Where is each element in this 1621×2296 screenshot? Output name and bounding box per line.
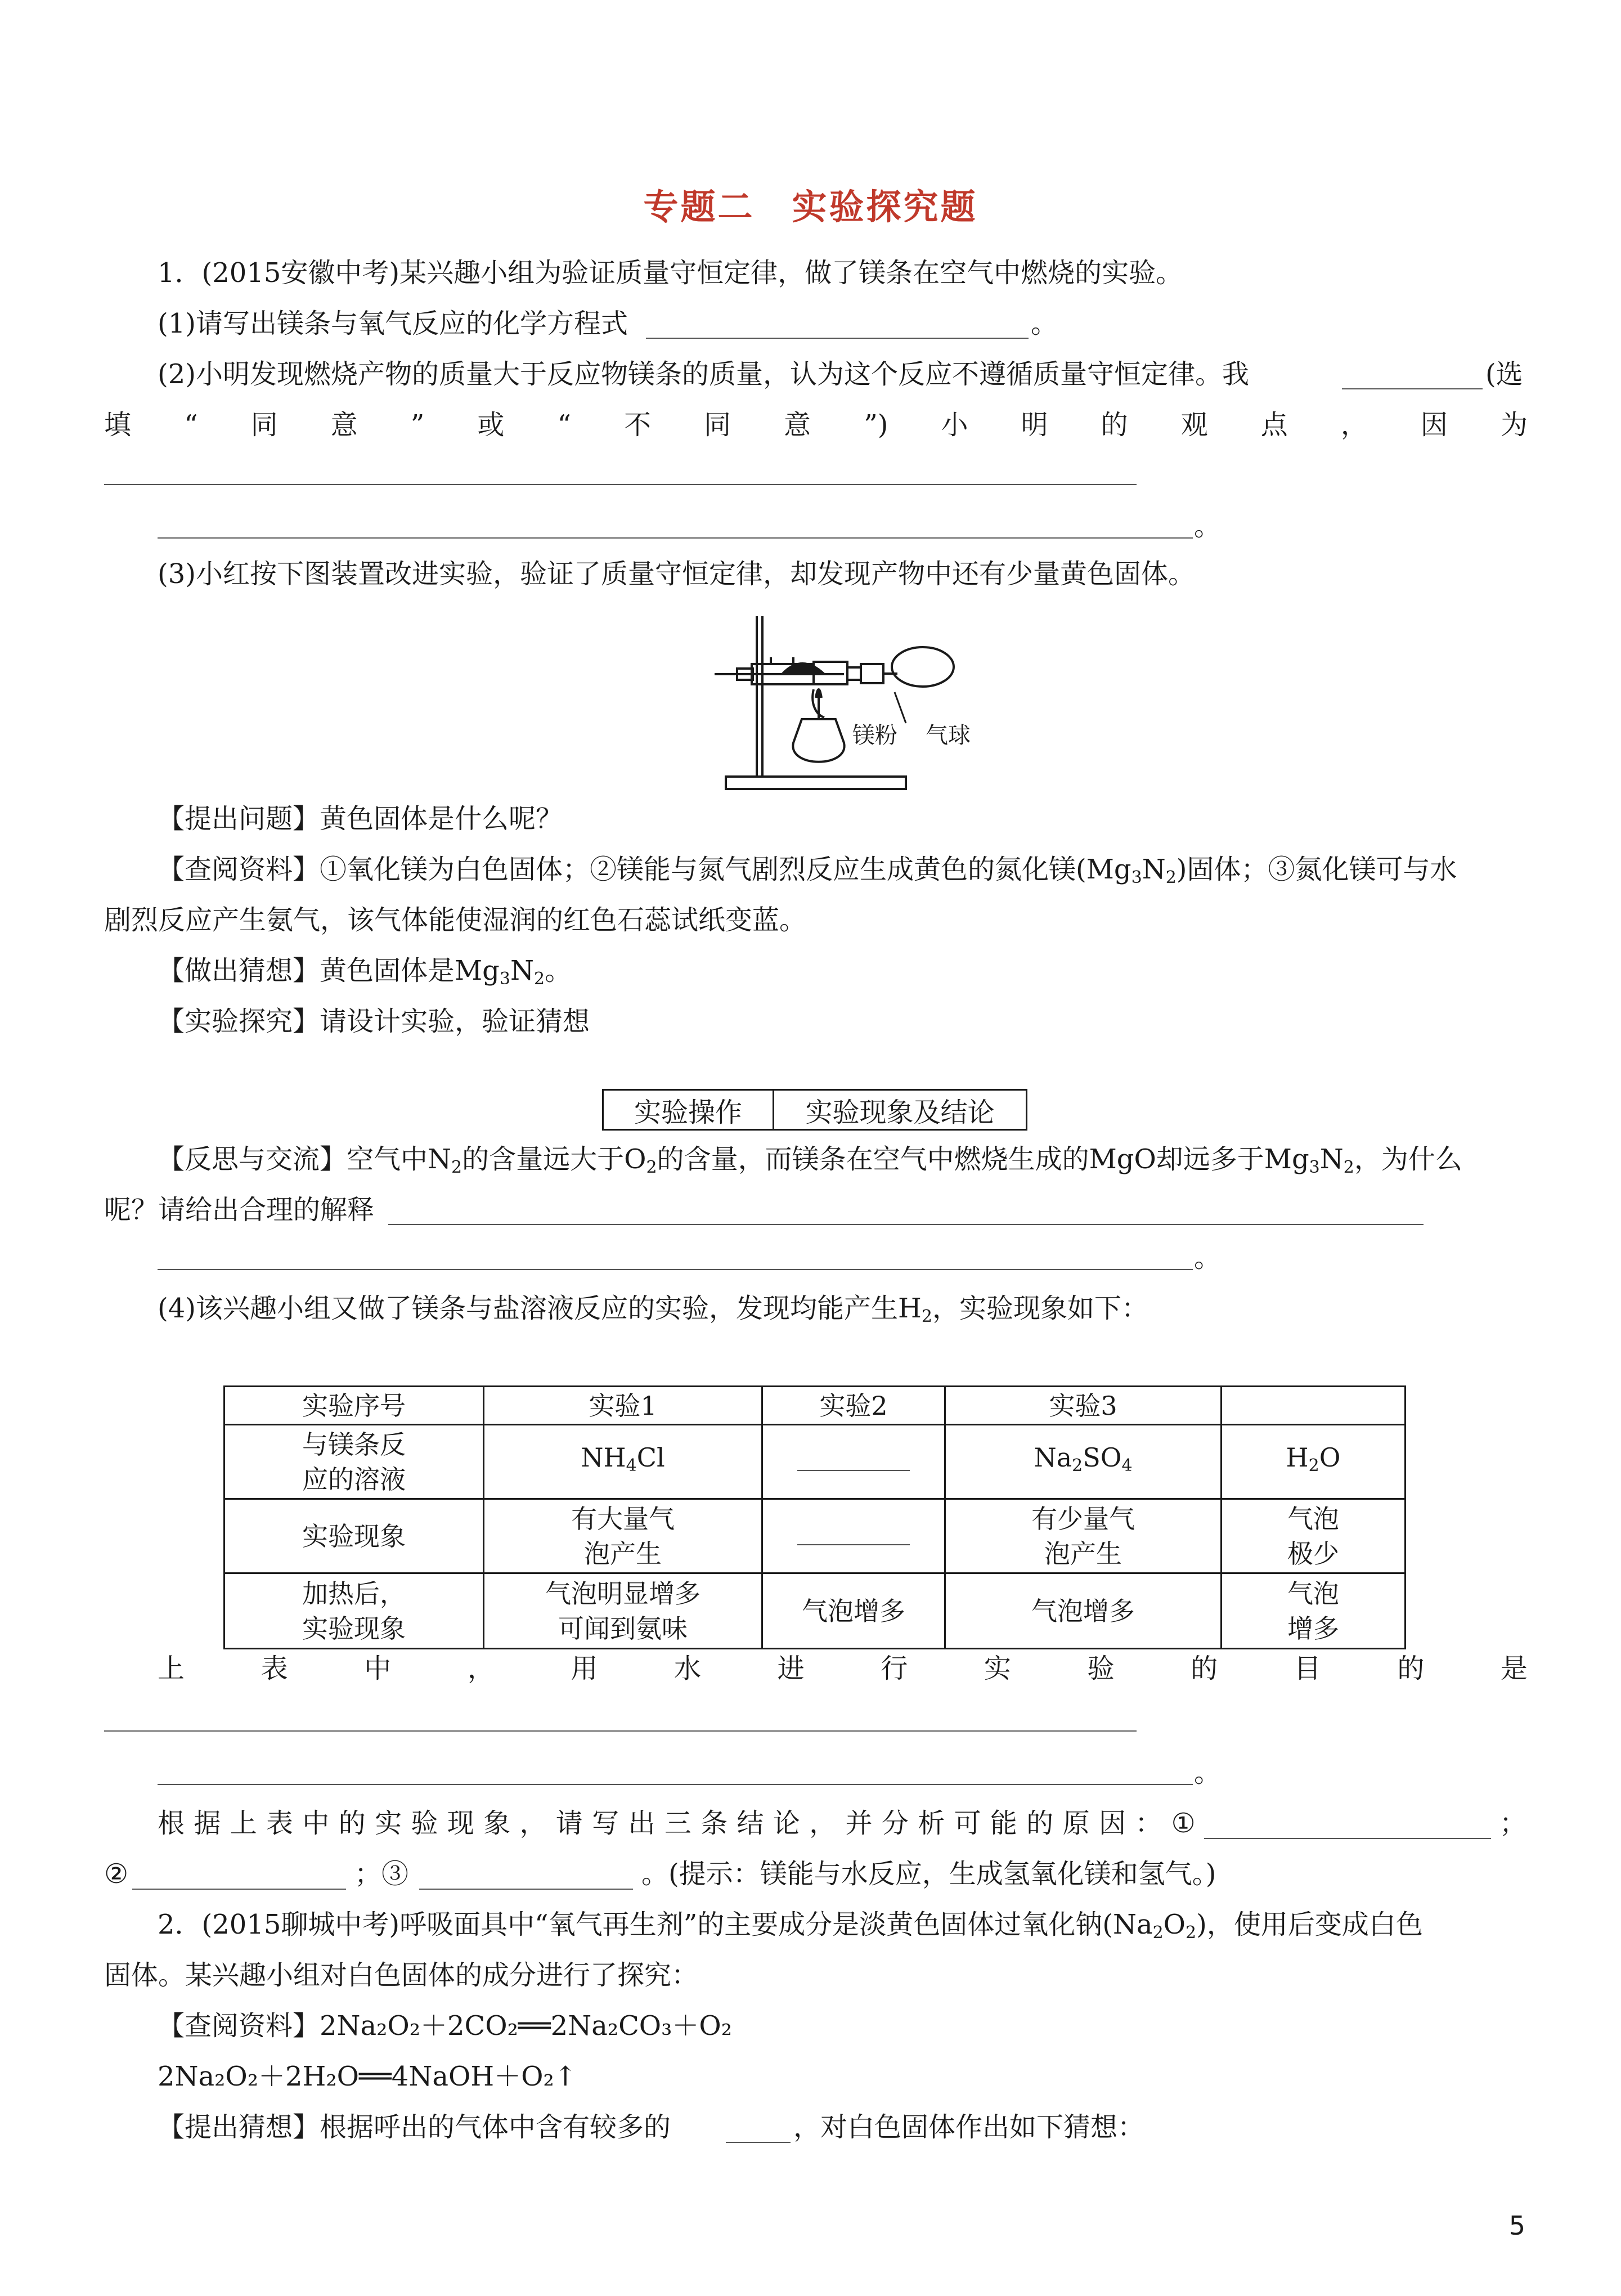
q1-ref: 【查阅资料】①氧化镁为白色固体；②镁能与氮气剧烈反应生成黄色的氮化镁$(Mg_3N_2)$固体；③氮化镁可与水 [158, 854, 1457, 887]
glyph: 上 [230, 1808, 257, 1839]
glyph: 或 [477, 409, 505, 441]
table-cell: 实验3 [945, 1387, 1222, 1425]
apparatus-figure [703, 608, 996, 793]
glyph: 的 [1026, 1808, 1054, 1839]
glyph: 不 [624, 409, 652, 441]
glyph: 用 [571, 1653, 598, 1684]
glyph: 出 [628, 1808, 655, 1839]
table-cell: 气泡明显增多 可闻到氨味 [484, 1573, 762, 1649]
q1-conclusion-line1 [158, 1806, 1196, 1840]
table-cell: $NH_4Cl$ [484, 1425, 762, 1499]
answer-blank[interactable] [797, 1459, 910, 1471]
answer-blank[interactable] [104, 484, 1137, 485]
glyph: 的 [338, 1808, 366, 1839]
period: 。 [1194, 510, 1222, 542]
glyph: ： [1135, 1808, 1162, 1839]
glyph: 请 [555, 1808, 583, 1839]
glyph: 现 [447, 1808, 474, 1839]
table-row [224, 1499, 1406, 1573]
glyph: 上 [158, 1653, 185, 1684]
figure-label-balloon: 气球 [926, 723, 971, 748]
glyph: 为 [1500, 409, 1528, 441]
glyph: 原 [1062, 1808, 1090, 1839]
header-phenomenon: 实验现象及结论 [805, 1096, 995, 1128]
table-cell: 实验序号 [224, 1387, 484, 1425]
answer-blank[interactable] [132, 1889, 346, 1890]
table-cell: 加热后， 实验现象 [224, 1573, 484, 1649]
figure-label-mg: 镁粉 [852, 723, 897, 748]
glyph: ， [1340, 409, 1368, 441]
q2-guess-end: ，对白色固体作出如下猜想： [793, 2111, 1145, 2143]
glyph: 根 [158, 1808, 185, 1839]
glyph: ”) [864, 409, 888, 441]
table-cell: $Na_2SO_4$ [945, 1425, 1222, 1499]
glyph: 观 [1180, 409, 1208, 441]
circle-2: ② [104, 1858, 129, 1890]
table-cell: 有少量气 泡产生 [945, 1499, 1222, 1573]
glyph: 小 [941, 409, 968, 441]
table-cell: 气泡增多 [762, 1573, 945, 1649]
table-cell: 与镁条反 应的溶液 [224, 1425, 484, 1499]
glyph: 意 [784, 409, 811, 441]
equation-1: 2Na₂O₂＋2CO₂══2Na₂CO₃＋O₂ [320, 2010, 732, 2042]
glyph: 结 [737, 1808, 764, 1839]
glyph: 能 [990, 1808, 1017, 1839]
glyph: 表 [261, 1653, 288, 1684]
answer-blank[interactable] [388, 1224, 1424, 1225]
glyph: ， [809, 1808, 837, 1839]
circle-3: ；③ [354, 1858, 409, 1890]
glyph: ” [410, 409, 425, 441]
q1-water-line [158, 1652, 1528, 1685]
q2-guess: 【提出猜想】根据呼出的气体中含有较多的 [158, 2111, 671, 2143]
glyph: 同 [250, 409, 278, 441]
answer-blank[interactable] [726, 2142, 791, 2143]
answer-blank[interactable] [158, 1269, 1193, 1270]
glyph: 象 [483, 1808, 511, 1839]
q1-p1: (1)请写出镁条与氧气反应的化学方程式 [158, 308, 628, 339]
table-cell [762, 1425, 945, 1499]
glyph: 析 [918, 1808, 945, 1839]
q1-hint: 。(提示：镁能与水反应，生成氢氧化镁和氢气。) [641, 1858, 1216, 1890]
table-row [224, 1573, 1406, 1649]
q1-p2-line2 [104, 408, 1528, 442]
period: 。 [1194, 1757, 1222, 1788]
table-cell: $H_2O$ [1222, 1425, 1406, 1499]
glyph: 并 [845, 1808, 873, 1839]
answer-blank[interactable] [646, 338, 1029, 339]
glyph: 进 [777, 1653, 805, 1684]
page-number: 5 [1508, 2210, 1525, 2241]
glyph: 同 [704, 409, 731, 441]
table-cell [1222, 1387, 1406, 1425]
glyph: 实 [375, 1808, 402, 1839]
glyph: 中 [302, 1808, 330, 1839]
glyph: 写 [592, 1808, 619, 1839]
equation-2: 2Na₂O₂＋2H₂O══4NaOH＋O₂↑ [158, 2061, 577, 2092]
q2-ref: 【查阅资料】2Na₂O₂＋2CO₂══2Na₂CO₃＋O₂ [158, 2010, 732, 2042]
glyph: 三 [664, 1808, 691, 1839]
answer-blank[interactable] [158, 537, 1193, 539]
q1-p2: (2)小明发现燃烧产物的质量大于反应物镁条的质量，认为这个反应不遵循质量守恒定律。我 [158, 358, 1249, 390]
glyph: 的 [1397, 1653, 1425, 1684]
header-operation: 实验操作 [604, 1091, 774, 1129]
experiment-table [223, 1385, 1406, 1649]
answer-blank[interactable] [1342, 388, 1483, 389]
glyph: 实 [984, 1653, 1011, 1684]
table-cell: 实验2 [762, 1387, 945, 1425]
glyph: 据 [194, 1808, 221, 1839]
q1-explore: 【实验探究】请设计实验，验证猜想 [158, 1006, 590, 1037]
answer-blank[interactable] [797, 1528, 910, 1545]
table-cell: 气泡增多 [945, 1573, 1222, 1649]
q1-p2-end: (选 [1485, 358, 1523, 390]
table-cell [762, 1499, 945, 1573]
table-cell: 有大量气 泡产生 [484, 1499, 762, 1573]
table-cell: 气泡 增多 [1222, 1573, 1406, 1649]
glyph: “ [557, 409, 571, 441]
table-row [224, 1387, 1406, 1425]
q1-p4: (4)该兴趣小组又做了镁条与盐溶液反应的实验，发现均能产生$H_2$，实验现象如下： [158, 1293, 1148, 1326]
q2-intro-line2: 固体。某兴趣小组对白色固体的成分进行了探究： [104, 1959, 699, 1991]
table-row [224, 1425, 1406, 1499]
q1-ref-line2: 剧烈反应产生氨气，该气体能使湿润的红色石蕊试纸变蓝。 [104, 904, 807, 936]
glyph: 的 [1191, 1653, 1218, 1684]
glyph: “ [184, 409, 198, 441]
period: 。 [1194, 1242, 1222, 1273]
answer-blank[interactable] [104, 1730, 1137, 1732]
glyph: 中 [364, 1653, 392, 1684]
answer-blank[interactable] [419, 1889, 633, 1890]
operation-header-table [602, 1089, 1027, 1131]
glyph: 验 [1087, 1653, 1115, 1684]
glyph: 的 [1101, 409, 1128, 441]
glyph: 目 [1294, 1653, 1321, 1684]
glyph: 因 [1420, 409, 1448, 441]
glyph: 填 [104, 409, 132, 441]
glyph: 论 [773, 1808, 800, 1839]
glyph: 是 [1500, 1653, 1528, 1684]
table-cell: 气泡 极少 [1222, 1499, 1406, 1573]
glyph: ① [1171, 1808, 1196, 1839]
glyph: ， [467, 1653, 495, 1684]
q1-p3: (3)小红按下图装置改进实验，验证了质量守恒定律，却发现产物中还有少量黄色固体。 [158, 558, 1195, 590]
glyph: 可 [954, 1808, 981, 1839]
q1-intro: 1．(2015安徽中考)某兴趣小组为验证质量守恒定律，做了镁条在空气中燃烧的实验。 [158, 257, 1183, 289]
answer-blank[interactable] [158, 1784, 1193, 1785]
glyph: 验 [411, 1808, 438, 1839]
q2-intro: 2．(2015聊城中考)呼吸面具中“氧气再生剂”的主要成分是淡黄色固体过氧化钠$(Na_2O_2)$，使用后变成白色 [158, 1909, 1423, 1943]
q1-reflect: 【反思与交流】空气中$N_2$的含量远大于$O_2$的含量，而镁条在空气中燃烧生成的MgO却远多于$Mg_3N_2$，为什么 [158, 1143, 1462, 1177]
answer-blank[interactable] [1204, 1838, 1491, 1839]
glyph: 意 [330, 409, 358, 441]
q1-p1-end: 。 [1031, 308, 1058, 339]
glyph: 明 [1021, 409, 1048, 441]
glyph: ， [519, 1808, 547, 1839]
glyph: 水 [674, 1653, 702, 1684]
table-cell: 实验现象 [224, 1499, 484, 1573]
page-title: 专题二 实验探究题 [643, 186, 978, 227]
glyph: 点 [1260, 409, 1288, 441]
semicolon: ； [1499, 1808, 1527, 1839]
glyph: 行 [881, 1653, 908, 1684]
q1-ask: 【提出问题】黄色固体是什么呢？ [158, 803, 563, 835]
glyph: 分 [881, 1808, 909, 1839]
table-cell: 实验1 [484, 1387, 762, 1425]
glyph: 表 [266, 1808, 294, 1839]
glyph: 因 [1098, 1808, 1126, 1839]
q1-reflect-line2: 呢？请给出合理的解释 [104, 1194, 375, 1226]
q1-guess: 【做出猜想】黄色固体是$Mg_3N_2$。 [158, 955, 572, 989]
glyph: 条 [701, 1808, 728, 1839]
